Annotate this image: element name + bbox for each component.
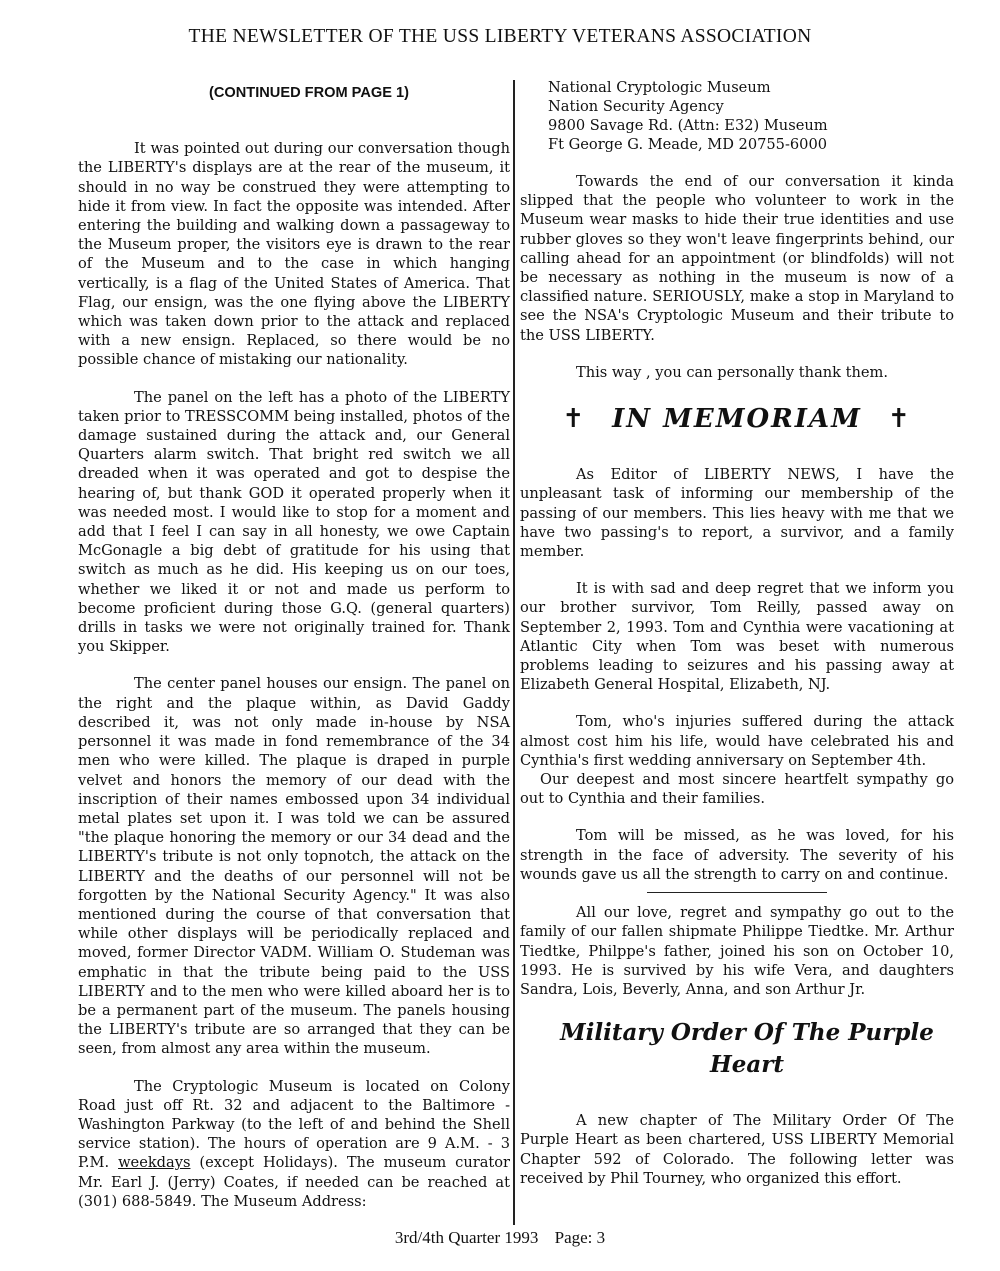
paragraph-sympathy: Our deepest and most sincere heartfelt sympathy go out to Cynthia and their families. [520, 771, 954, 808]
issue-label: 3rd/4th Quarter 1993 [394, 1228, 539, 1247]
purple-heart-heading [520, 1017, 954, 1081]
cross-icon: ✝ [887, 404, 912, 435]
in-memoriam-heading [520, 404, 954, 435]
address-line: 9800 Savage Rd. (Attn: E32) Museum [548, 117, 828, 134]
separator-rule [647, 892, 827, 893]
location-text-b: (except Holidays). The museum curator Mr. Earl J. (Jerry) Coates, if needed can be reached at (301) 688-5849. The Museum Address: [78, 1154, 511, 1210]
purple-heading-line-1: Military Order Of The Purple [560, 1019, 934, 1047]
memoriam-title: IN MEMORIAM [612, 404, 862, 435]
masthead-title: THE NEWSLETTER OF THE USS LIBERTY VETERANS ASSOCIATION [188, 26, 812, 47]
paragraph-volunteers: Towards the end of our conversation it kinda slipped that the people who volunteer to work in the Museum wear masks to hide their true identities and use rubber gloves so they won't leave fingerprints behind, our calling ahead for an appointment (or blindfolds) will not be necessary as nothing in the museum is now of a classified nature. SERIOUSLY, make a stop in Maryland to see the NSA's Cryptologic Museum and their tribute to the USS LIBERTY. [520, 173, 954, 344]
paragraph-thank-them: This way , you can personally thank them. [576, 363, 889, 381]
cross-icon: ✝ [562, 404, 587, 435]
paragraph-injuries: Tom, who's injuries suffered during the attack almost cost him his life, would have celebrated his and Cynthia's first wedding anniversary on September 4th. [520, 713, 954, 769]
paragraph-editor-notice: As Editor of LIBERTY NEWS, I have the unpleasant task of informing our membership of the passing of our members. This lies heavy with me that we have two passing's to report, a survivor, and a family member. [520, 466, 954, 561]
paragraph-left-panel: The panel on the left has a photo of the LIBERTY taken prior to TRESSCOMM being installed, photos of the damage sustained during the attack and, our General Quarters alarm switch. That bright red switch we all dreaded when it was operated and got to despise the hearing of, but thank GOD it operated properly when it was needed most. I would like to stop for a moment and add that I feel I can say in all honesty, we owe Captain McGonagle a big debt of gratitude for his using that switch as much as he did. His keeping us on our toes, whether we liked it or not and made us perform to become proficient during those G.Q. (general quarters) drills in tasks we were not originally trained for. Thank you Skipper. [78, 388, 510, 656]
paragraph-center-panel: The center panel houses our ensign. The panel on the right and the plaque within, as David Gaddy described it, was not only made in-house by NSA personnel it was made in fond remembrance of the 34 men who were killed. The plaque is draped in purple velvet and honors the memory of our dead with the inscription of their names embossed upon 34 individual metal plates set upon it. I was told we can be assured "the plaque honoring the memory or our 34 dead and the LIBERTY's tribute is not only topnotch, the attack on the LIBERTY and the deaths of our personnel will not be forgotten by the National Security Agency." It was also mentioned during the course of that conversation that while other displays will be periodically replaced and moved, former Director VADM. William O. Studeman was emphatic in that the tribute being paid to the USS LIBERTY and to the men who were killed aboard her is to be a permanent part of the museum. The panels housing the LIBERTY's tribute are so arranged that they can be seen, from almost any area within the museum. [78, 675, 510, 1058]
location-text-a: The Cryptologic Museum is located on Colony Road just off Rt. 32 and adjacent to the Baltimore - Washington Parkway (to the left of and behind the Shell service station). The hours of operation are 9 A.M. - 3 P.M. [78, 1077, 510, 1172]
address-line: Nation Security Agency [548, 98, 724, 115]
paragraph-tiedtke: All our love, regret and sympathy go out to the family of our fallen shipmate Philippe Tiedtke. Mr. Arthur Tiedtke, Philppe's father, joined his son on October 10, 1993. He is survived by his wife Vera, and daughters Sandra, Lois, Beverly, Anna, and son Arthur Jr. [520, 904, 954, 998]
museum-address [520, 78, 954, 154]
address-line: Ft George G. Meade, MD 20755-6000 [548, 136, 828, 153]
paragraph-museum-location [78, 1077, 510, 1211]
paragraph-flag-display: It was pointed out during our conversation though the LIBERTY's displays are at the rear of the museum, it should in no way be construed they were attempting to hide it from view. In fact the opposite was intended. After entering the building and walking down a passageway to the Museum proper, the visitors eye is drawn to the rear of the Museum and to the case in which hanging vertically, is a flag of the United States of America. That Flag, our ensign, was the one flying above the LIBERTY which was taken down prior to the attack and replaced with a new ensign. Replaced, so there would be no possible chance of mistaking our nationality. [78, 140, 510, 369]
address-line: National Cryptologic Museum [548, 79, 771, 96]
right-column [520, 78, 954, 1206]
purple-heading-line-2: Heart [709, 1051, 784, 1079]
paragraph-tom-reilly: It is with sad and deep regret that we inform you our brother survivor, Tom Reilly, passed away on September 2, 1993. Tom and Cynthia were vacationing at Atlantic City when Tom was beset with numerous problems leading to seizures and his passing away at Elizabeth General Hospital, Elizabeth, NJ. [520, 580, 954, 694]
page-footer [0, 1228, 1000, 1248]
paragraph-missed: Tom will be missed, as he was loved, for his strength in the face of adversity. The severity of his wounds gave us all the strength to carry on and continue. [520, 827, 954, 883]
weekdays-underlined: weekdays [118, 1154, 191, 1172]
continued-label: (CONTINUED FROM PAGE 1) [209, 85, 409, 101]
column-divider [513, 80, 515, 1225]
left-column [78, 84, 510, 1229]
paragraph-new-chapter: A new chapter of The Military Order Of The Purple Heart as been chartered, USS LIBERTY Memorial Chapter 592 of Colorado. The following letter was received by Phil Tourney, who organized this effort. [520, 1112, 954, 1187]
page-number: Page: 3 [554, 1228, 606, 1247]
